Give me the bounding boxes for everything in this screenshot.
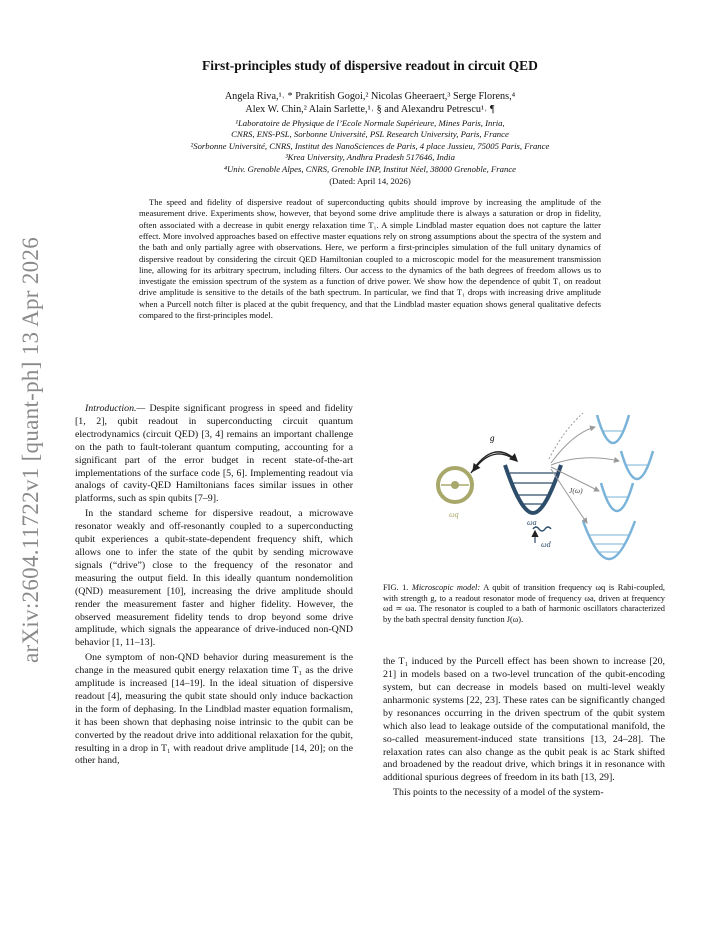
paragraph-dispersive-scheme: In the standard scheme for dispersive readout, a microwave resonator weakly and off-resonantly coupled to a superconducting qubit experiences a qubit-state-dependent frequency shift, which allows one to infer the state of the qubit by sending microwave signals (“drive”) close to the frequency of the resonator and measuring the output field. In this ideally quantum nondemolition (QND) measurement [10], increasing the drive amplitude should render the measurement faster and higher fidelity. However, the observed measurement fidelity tends to drop beyond some drive amplitude, which signals the appearance of drive-induced non-QND behavior [1, 11–13]. — [75, 508, 353, 649]
authors-line-2: Alex W. Chin,² Alain Sarlette,¹˒ § and Alexandru Petrescu¹˒ ¶ — [245, 104, 495, 115]
qubit-symbol — [438, 468, 472, 502]
affiliation-3: ³Krea University, Andhra Pradesh 517646, India — [285, 152, 455, 163]
arxiv-identifier: arXiv:2604.11722v1 [quant-ph] 13 Apr 2026 — [18, 236, 43, 664]
arxiv-sidebar — [14, 190, 48, 710]
coupling-arrow-back — [473, 454, 517, 471]
authors-line-1: Angela Riva,¹˒ * Prakritish Gogoi,² Nicolas Gheeraert,³ Serge Florens,⁴ — [224, 91, 516, 102]
paragraph-necessity: This points to the necessity of a model of the system- — [393, 787, 604, 799]
g-label: g — [490, 433, 495, 443]
paragraph-purcell: the T₁ induced by the Purcell effect has been shown to increase [20, 21] in models based on a two-level truncation of the qubit-encoding system, but can decrease in models based on multi-level weakly anharmonic systems [22, 23]. These rates can be significantly changed by resonances occurring in the driven spectrum of the qubit system which also lead to leakage outside of the computational manifold, the so-called measurement-induced state transitions [13, 24–28]. The relaxation rates can also change as the qubit peak is ac Stark shifted and broadened by the readout drive, which brings it in resonance with additional spurious degrees of freedom in its bath [13, 29]. — [383, 656, 665, 784]
paper-title: First-principles study of dispersive readout in circuit QED — [202, 58, 538, 73]
author-list — [75, 90, 665, 116]
intro-heading: Introduction.— — [85, 403, 146, 414]
caption-text: A qubit of transition frequency ωq is Rabi-coupled, with strength g, to a readout resonator mode of frequency ωa, driven at frequency ωd ≃ ωa. The resonator is coupled to a bath of harmonic oscillators characterized by the bath spectral density function J(ω). — [383, 583, 665, 625]
figure-1 — [383, 403, 665, 583]
caption-title: Microscopic model: — [411, 583, 481, 592]
microscopic-model-diagram — [383, 403, 665, 583]
affiliation-2: ²Sorbonne Université, CNRS, Institut des NanoSciences de Paris, 4 place Jussieu, 75005 Paris, France — [190, 140, 550, 151]
date-line: (Dated: April 14, 2026) — [329, 176, 411, 187]
omega-d-label: ωd — [541, 540, 551, 549]
figure-1-caption — [383, 583, 665, 626]
omega-a-label: ωa — [527, 518, 537, 527]
paragraph-non-qnd: One symptom of non-QND behavior during measurement is the change in the measured qubit energy relaxation time T₁ as the drive amplitude is increased [14–19]. In the ideal situation of dispersive readout [4], measuring the qubit state should only induce backaction in the form of dephasing. In the Lindblad master equation formalism, it has been shown that dephasing noise intrinsic to the qubit can be converted by the readout drive into additional relaxation for the qubit, resulting in a drop in T₁ with readout drive amplitude [14, 20]; on the other hand, — [75, 652, 353, 767]
left-column — [75, 403, 353, 770]
affiliation-4: ⁴Univ. Grenoble Alpes, CNRS, Grenoble INP, Institut Néel, 38000 Grenoble, France — [223, 163, 517, 174]
affiliations — [75, 118, 665, 175]
abstract: The speed and fidelity of dispersive readout of superconducting qubits should improve by increasing the amplitude of the measurement drive. Experiments show, however, that beyond some drive amplitude there is always a saturation or drop in fidelity, often associated with a decrease in qubit energy relaxation time T₁. A simple Lindblad master equation does not capture the latter effect. More involved approaches based on effective master equations rely on strong assumptions about the spectra of the system and the bath and only partially agree with observations. Here, we perform a first-principles simulation of the full unitary dynamics of dispersive readout by considering the circuit QED Hamiltonian coupled to a microscopic model for the measurement transmission line, allowing for its arbitrary spectrum, including filters. Our access to the dynamics of the bath degrees of freedom allows us to investigate the emission spectrum of the system as a function of drive power. We show how the dependence of qubit T₁ on readout drive amplitude is sensitive to the details of the bath spectrum. In particular, we find that T₁ drops with increasing drive amplitude when a Purcell notch filter is placed at the qubit frequency, and that the Lindblad master equation shows general qualitative defects compared to the first-principles model. — [139, 197, 601, 320]
affiliation-1a: ¹Laboratoire de Physique de l’Ecole Normale Supérieure, Mines Paris, Inria, — [235, 118, 505, 128]
right-column — [383, 403, 665, 802]
paper-page — [75, 58, 665, 799]
intro-paragraph — [75, 403, 353, 506]
intro-text: Despite significant progress in speed and fidelity [1, 2], qubit readout in superconducting circuit quantum electrodynamics (circuit QED) [3, 4] remains an important challenge on the path to fault-tolerant quantum computing, accounting for a significant part of the error budget in recent state-of-the-art implementations of the surface code [5, 6]. Implementing readout via analogs of cavity-QED Hamiltonians faces similar issues in other platforms, such as spin qubits [7–9]. — [75, 403, 353, 505]
omega-q-label: ωq — [449, 510, 459, 519]
affiliation-1b: CNRS, ENS-PSL, Sorbonne Université, PSL Research University, Paris, France — [231, 129, 509, 140]
spectral-density-label: J(ω) — [569, 486, 583, 495]
caption-head: FIG. 1. — [383, 583, 409, 592]
bath-oscillators — [583, 415, 653, 559]
